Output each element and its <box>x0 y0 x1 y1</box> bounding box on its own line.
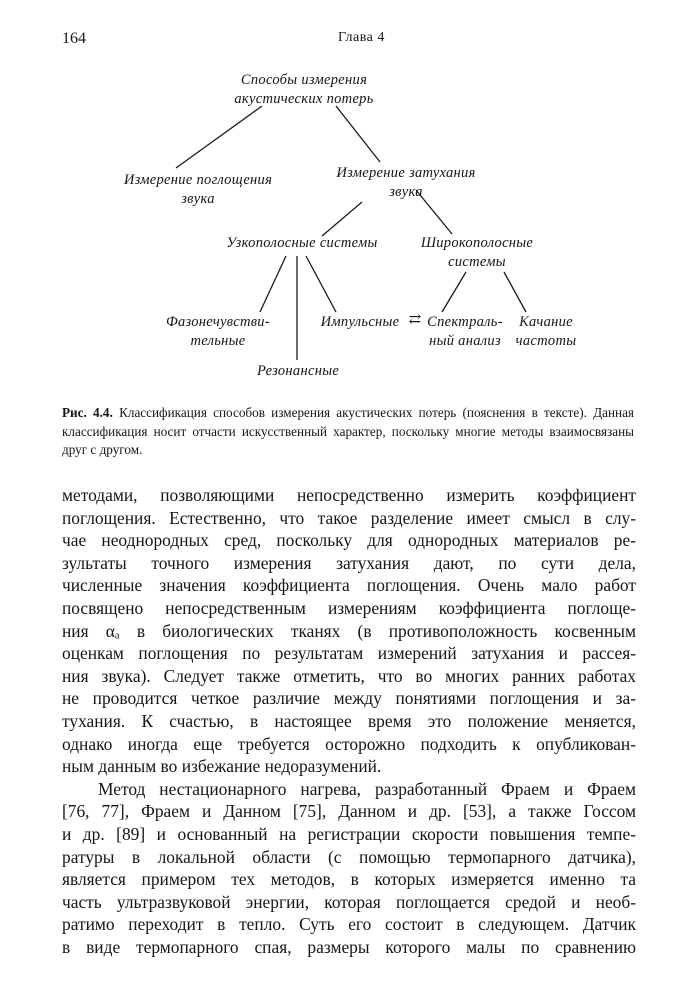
edge-broadband-sweep <box>504 272 526 312</box>
node-root: Способы измерения акустических потерь <box>234 72 374 107</box>
figure-caption <box>62 404 634 460</box>
text-line: чае неоднородных сред, поскольку для однородных материалов ре- <box>62 530 636 551</box>
node-narrowband: Узкополосные системы <box>226 235 378 251</box>
text-line: оценкам поглощения по результатам измерений затухания и рассея- <box>62 643 636 664</box>
text-line: ния αₐ в биологических тканях (в противоположность косвенным <box>62 620 636 641</box>
text-line: ратуры в локальной области (с помощью термопарного датчика), <box>62 846 636 867</box>
edge-attenuation-narrowband <box>322 202 362 236</box>
text-line: и др. [89] и основанный на регистрации скорости повышения темпе- <box>62 823 636 844</box>
text-line: однако иногда еще требуется осторожно подходить к опубликован- <box>62 733 636 754</box>
text-line: является примером тех методов, в которых измеряется именно та <box>62 869 636 890</box>
body-text <box>62 484 636 958</box>
edge-root-attenuation <box>336 106 380 162</box>
edge-narrowband-pulsed <box>306 256 336 312</box>
text-line: ния звука). Следует также отметить, что во многих ранних работах <box>62 665 636 686</box>
text-line: Метод нестационарного нагрева, разработанный Фраем и Фраем <box>98 778 636 799</box>
text-line: посвящено непосредственным измерениям коэффициента поглоще- <box>62 597 636 618</box>
node-pulsed: Импульсные <box>320 314 400 330</box>
text-line: поглощения. Естественно, что такое разделение имеет смысл в слу- <box>62 507 636 528</box>
node-spectral: Спектраль- ный анализ <box>427 314 503 349</box>
classification-diagram <box>0 0 687 400</box>
text-line: методами, позволяющими непосредственно измерить коэффициент <box>62 485 636 505</box>
equivalence-arrow-icon: ⇄ <box>408 312 422 328</box>
text-line: не проводится четкое различие между понятиями поглощения и за- <box>62 688 636 709</box>
node-absorption: Измерение поглощения звука <box>123 172 273 207</box>
node-resonant: Резонансные <box>256 363 340 379</box>
edge-broadband-spectral <box>442 272 466 312</box>
node-attenuation: Измерение затухания звука <box>336 165 476 200</box>
text-line: ратимо переходит в тепло. Суть его состоит в следующем. Датчик <box>62 914 636 935</box>
text-line: зультаты точного измерения затухания дают, по сути дела, <box>62 552 636 573</box>
page-number: 164 <box>62 30 86 47</box>
text-line: [76, 77], Фраем и Данном [75], Данном и др. [53], а также Госсом <box>62 801 636 822</box>
text-line: тухания. К счастью, в настоящее время это положение меняется, <box>62 710 636 731</box>
edge-root-absorption <box>176 106 262 168</box>
edge-narrowband-phase <box>260 256 286 312</box>
text-line: часть ультразвуковой энергии, которая поглощается средой и необ- <box>62 891 636 912</box>
text-line: в виде термопарного спая, размеры которого малы по сравнению <box>62 936 636 957</box>
node-phase-insensitive: Фазонечувстви- тельные <box>165 314 270 349</box>
running-title: Глава 4 <box>338 30 385 45</box>
caption-text: Классификация способов измерения акустических потерь (пояснения в тексте). Данная классификация носит отчасти искусственный характер, поскольку многие методы взаимосвязаны друг с другом. <box>62 405 634 457</box>
text-line: ным данным во избежание недоразумений. <box>62 756 382 777</box>
node-broadband: Широкополосные системы <box>420 235 534 270</box>
caption-label: Рис. 4.4. <box>62 405 113 420</box>
node-sweep: Качание частоты <box>515 314 577 349</box>
text-line: численные значения коэффициента поглощения. Очень мало работ <box>62 575 636 596</box>
